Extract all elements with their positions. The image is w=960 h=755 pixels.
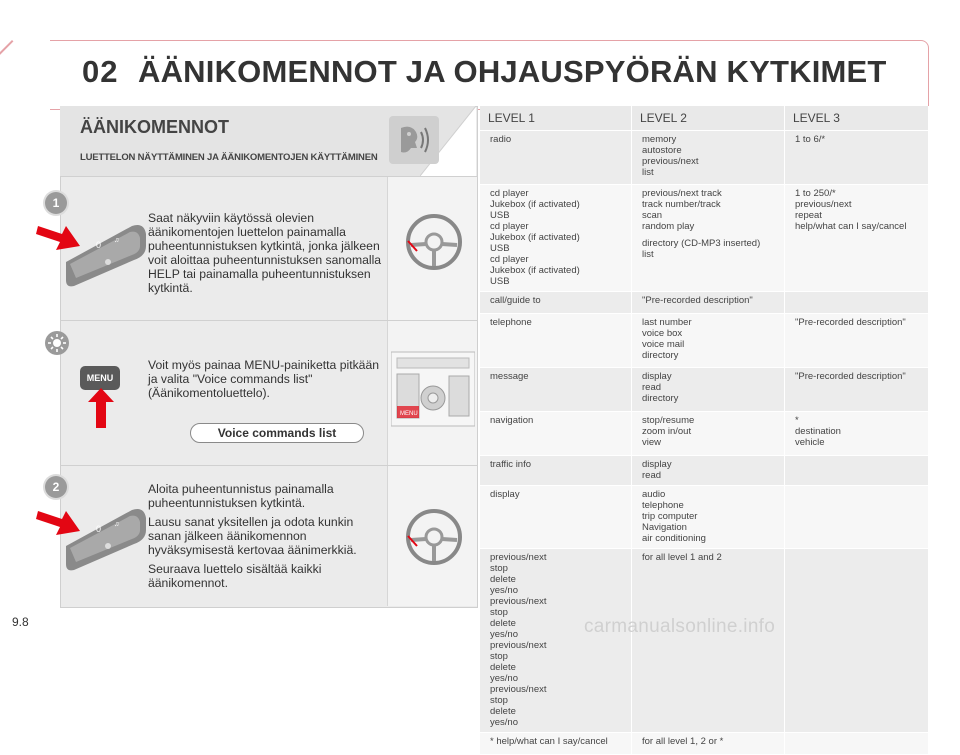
cell-line: cd player Jukebox (if activated) USB (490, 254, 580, 287)
table-cell-level-1 (480, 486, 632, 549)
table-row (480, 549, 929, 733)
menu-button-icon: MENU (80, 366, 120, 390)
radio-panel-icon (391, 348, 475, 428)
table-header-level-3: LEVEL 3 (785, 106, 929, 131)
cell-line: read (642, 470, 662, 481)
cell-line: track number/track (642, 199, 721, 210)
cell-line: destination (795, 426, 841, 437)
cell-line: Navigation (642, 522, 687, 533)
table-cell-level-1 (480, 314, 632, 368)
table-row (480, 733, 929, 755)
table-row (480, 412, 929, 456)
svg-text:♫: ♫ (114, 521, 120, 528)
cell-line: display (642, 459, 672, 470)
table-cell-level-3 (785, 486, 929, 549)
watermark: carmanualsonline.info (584, 616, 776, 637)
table-cell-level-3 (785, 456, 929, 486)
table-row (480, 456, 929, 486)
table-cell-level-1 (480, 185, 632, 292)
cell-line: voice box (642, 328, 683, 339)
svg-text:♫: ♫ (114, 237, 120, 244)
cell-line: previous/next stop delete yes/no (490, 684, 547, 728)
table-cell-level-1 (480, 131, 632, 185)
cell-line: telephone (642, 500, 684, 511)
table-header-level-2: LEVEL 2 (632, 106, 785, 131)
cell-line: 1 to 6/* (795, 134, 826, 145)
cell-line: call/guide to (490, 295, 541, 306)
table-row (480, 292, 929, 314)
cell-line: traffic info (490, 459, 532, 470)
table-cell-level-2 (632, 368, 785, 412)
cell-line: memory (642, 134, 677, 145)
page-title: ÄÄNIKOMENNOT JA OHJAUSPYÖRÄN KYTKIMET (138, 54, 887, 89)
table-cell-level-3 (785, 185, 929, 292)
svg-text:MENU: MENU (400, 411, 418, 417)
cell-line: last number (642, 317, 692, 328)
voice-commands-table (480, 106, 929, 755)
table-cell-level-3 (785, 368, 929, 412)
step2-para-2: Lausu sanat yksitellen ja odota kunkin sanan jälkeen äänikomennon hyväksymisestä kertovaa äänimerkkiä. (148, 515, 357, 557)
cell-line: vehicle (795, 437, 825, 448)
cell-line: zoom in/out (642, 426, 692, 437)
table-cell-level-2 (632, 456, 785, 486)
cell-line: list (642, 249, 654, 260)
cell-line: random play (642, 221, 695, 232)
table-cell-level-3 (785, 412, 929, 456)
step2-text (148, 482, 382, 595)
steering-stalk-icon (62, 506, 148, 576)
cell-line: "Pre-recorded description" (795, 317, 906, 328)
table-cell-level-3 (785, 131, 929, 185)
table-row (480, 131, 929, 185)
cell-line: telephone (490, 317, 532, 328)
table-cell-level-2 (632, 549, 785, 733)
steering-stalk-icon (62, 222, 148, 292)
step-badge-2: 2 (45, 476, 67, 498)
cell-line: list (642, 167, 654, 178)
cell-line: read (642, 382, 662, 393)
cell-line: "Pre-recorded description" (795, 371, 906, 382)
table-row (480, 185, 929, 292)
table-row (480, 486, 929, 549)
table-cell-level-1 (480, 456, 632, 486)
cell-line: stop/resume (642, 415, 695, 426)
cell-line: "Pre-recorded description" (642, 295, 753, 306)
cell-line: radio (490, 134, 512, 145)
table-row (480, 314, 929, 368)
cell-line: help/what can I say/cancel (795, 221, 907, 232)
table-cell-level-2 (632, 412, 785, 456)
table-cell-level-3 (785, 549, 929, 733)
cell-line: audio (642, 489, 666, 500)
section-subtitle: LUETTELON NÄYTTÄMINEN JA ÄÄNIKOMENTOJEN KÄYTTÄMINEN (80, 152, 378, 163)
cell-line: previous/next stop delete yes/no (490, 640, 547, 684)
voice-recognition-icon (389, 116, 439, 164)
cell-line: previous/next stop delete yes/no (490, 552, 547, 596)
cell-line: previous/next track (642, 188, 722, 199)
table-cell-level-1 (480, 292, 632, 314)
cell-line: navigation (490, 415, 534, 426)
table-cell-level-3 (785, 292, 929, 314)
steering-wheel-icon (403, 506, 465, 568)
cell-line: directory (642, 350, 679, 361)
cell-line: for all level 1, 2 or * (642, 736, 724, 747)
svg-text:0: 0 (96, 524, 102, 534)
cell-line: display (490, 489, 520, 500)
table-cell-level-2 (632, 131, 785, 185)
cell-line: previous/next stop delete yes/no (490, 596, 547, 640)
cell-line: display (642, 371, 672, 382)
table-cell-level-2 (632, 733, 785, 755)
cell-line: repeat (795, 210, 822, 221)
table-row (480, 368, 929, 412)
table-cell-level-1 (480, 549, 632, 733)
cell-line: view (642, 437, 662, 448)
section-title: ÄÄNIKOMENNOT (80, 117, 229, 137)
table-cell-level-1 (480, 368, 632, 412)
cell-line: previous/next (795, 199, 852, 210)
table-cell-level-3 (785, 314, 929, 368)
cell-line: directory (CD-MP3 inserted) (642, 238, 761, 249)
cell-line: 1 to 250/* (795, 188, 836, 199)
svg-text:0: 0 (96, 240, 102, 250)
red-arrow-up-icon (88, 388, 114, 428)
cell-line: previous/next (642, 156, 699, 167)
table-header-level-1: LEVEL 1 (480, 106, 632, 131)
table-cell-level-2 (632, 314, 785, 368)
step-badge-1: 1 (45, 192, 67, 214)
table-cell-level-2 (632, 486, 785, 549)
cell-line: voice mail (642, 339, 685, 350)
cell-line: cd player Jukebox (if activated) USB (490, 221, 580, 254)
step2-para-1: Aloita puheentunnistus painamalla puheentunnistuksen kytkintä. (148, 482, 334, 510)
steering-wheel-icon (403, 211, 465, 273)
table-cell-level-1 (480, 733, 632, 755)
cell-line: for all level 1 and 2 (642, 552, 722, 563)
cell-line: autostore (642, 145, 682, 156)
table-cell-level-1 (480, 412, 632, 456)
header-diagonal-line (0, 40, 13, 121)
cell-line: air conditioning (642, 533, 706, 544)
cell-line: * (795, 415, 799, 426)
cell-line: trip computer (642, 511, 698, 522)
cell-line: directory (642, 393, 679, 404)
step1-text: Saat näkyviin käytössä olevien äänikomentojen luettelon painamalla puheentunnistuksen kytkintä, jonka jälkeen voit aloittaa puheentunnistuksen sanomalla HELP tai painamalla puheentunnistuksen kytkintä. (148, 211, 382, 295)
table-cell-level-2 (632, 185, 785, 292)
cell-line: cd player Jukebox (if activated) USB (490, 188, 580, 221)
table-cell-level-3 (785, 733, 929, 755)
table-cell-level-2 (632, 292, 785, 314)
chapter-number: 02 (82, 54, 119, 89)
page-number: 9.8 (12, 615, 29, 629)
step2-para-3: Seuraava luettelo sisältää kaikki äänikomennot. (148, 562, 322, 590)
cell-line: scan (642, 210, 663, 221)
voice-commands-list-label: Voice commands list (190, 423, 364, 443)
step-alt-text: Voit myös painaa MENU-painiketta pitkään ja valita "Voice commands list" (Äänikomentoluettelo). (148, 358, 380, 400)
cell-line: * help/what can I say/cancel (490, 736, 608, 747)
sun-icon (44, 330, 70, 356)
cell-line: message (490, 371, 529, 382)
